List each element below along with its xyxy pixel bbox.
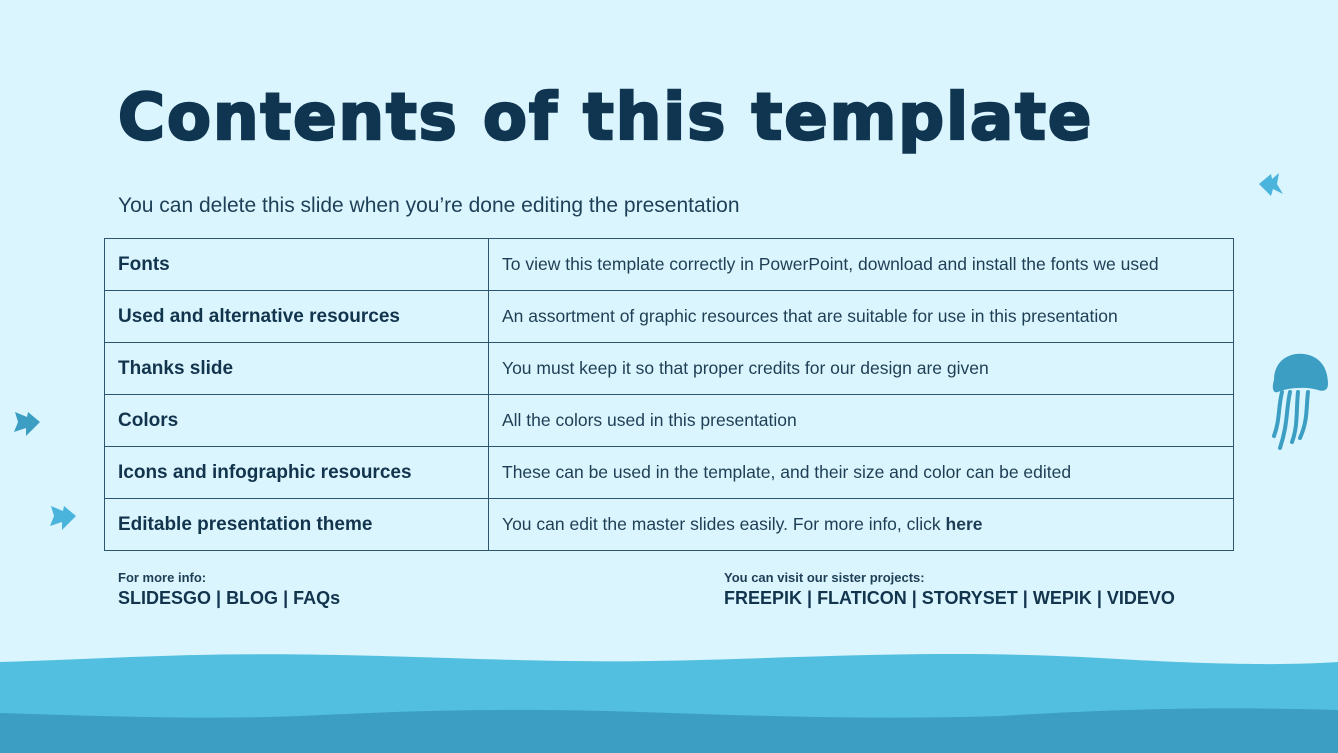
fish-icon <box>1257 170 1285 200</box>
row-description <box>489 499 1234 551</box>
contents-table <box>104 238 1234 551</box>
footer-sister-projects-links <box>724 586 1175 610</box>
separator: | <box>1096 588 1102 608</box>
fish-icon <box>12 408 42 438</box>
link-wepik[interactable]: WEPIK <box>1032 588 1092 608</box>
slide-title: Contents of this template <box>118 81 1094 155</box>
table-row <box>105 239 1234 291</box>
link-freepik[interactable]: FREEPIK <box>724 588 803 608</box>
jellyfish-icon <box>1266 350 1330 454</box>
slide-subtitle: You can delete this slide when you’re done editing the presentation <box>118 194 740 217</box>
link-faqs[interactable]: FAQs <box>293 588 341 608</box>
separator: | <box>283 588 289 608</box>
table-row <box>105 291 1234 343</box>
fish-icon <box>48 502 78 532</box>
separator: | <box>1022 588 1028 608</box>
footer-more-info-links <box>118 586 340 610</box>
row-label: Icons and infographic resources <box>105 447 489 499</box>
separator: | <box>807 588 813 608</box>
table-row <box>105 395 1234 447</box>
link-storyset[interactable]: STORYSET <box>921 588 1018 608</box>
footer-sister-projects-label: You can visit our sister projects: <box>724 570 925 585</box>
row-description: All the colors used in this presentation <box>489 395 1234 447</box>
row-label: Fonts <box>105 239 489 291</box>
table-row <box>105 343 1234 395</box>
link-videvo[interactable]: VIDEVO <box>1106 588 1175 608</box>
link-flaticon[interactable]: FLATICON <box>817 588 907 608</box>
row-description-text: You can edit the master slides easily. For more info, click <box>502 514 946 534</box>
separator: | <box>216 588 222 608</box>
row-description: These can be used in the template, and their size and color can be edited <box>489 447 1234 499</box>
row-description: An assortment of graphic resources that are suitable for use in this presentation <box>489 291 1234 343</box>
footer-sister-projects <box>724 570 1175 610</box>
row-label: Editable presentation theme <box>105 499 489 551</box>
link-blog[interactable]: BLOG <box>226 588 279 608</box>
link-slidesgo[interactable]: SLIDESGO <box>118 588 212 608</box>
footer-more-info-label: For more info: <box>118 570 207 585</box>
here-link[interactable]: here <box>945 514 983 534</box>
row-description: To view this template correctly in PowerPoint, download and install the fonts we used <box>489 239 1234 291</box>
separator: | <box>911 588 917 608</box>
footer-more-info <box>118 570 340 610</box>
ocean-waves <box>0 640 1338 753</box>
table-row <box>105 499 1234 551</box>
row-label: Colors <box>105 395 489 447</box>
row-description: You must keep it so that proper credits for our design are given <box>489 343 1234 395</box>
row-label: Used and alternative resources <box>105 291 489 343</box>
table-row <box>105 447 1234 499</box>
row-label: Thanks slide <box>105 343 489 395</box>
